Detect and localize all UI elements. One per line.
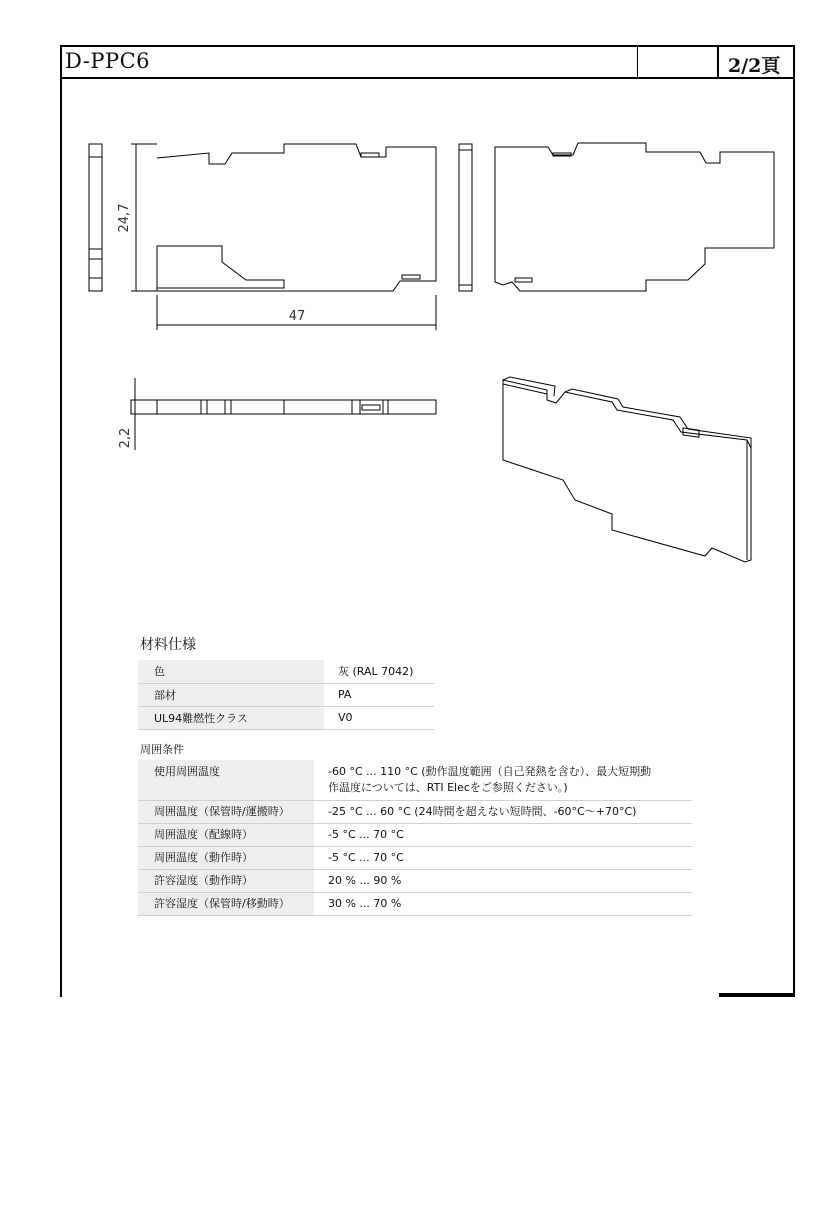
table-row [138, 706, 434, 729]
ambient-conditions-title: 周囲条件 [140, 743, 184, 756]
rear-view [495, 143, 774, 291]
table-row [138, 760, 692, 800]
page-number: 2/2頁 [728, 55, 781, 77]
spec-value: -5 °C ... 70 °C [314, 846, 692, 869]
spec-label: 色 [138, 660, 324, 683]
document-title: D-PPC6 [65, 49, 151, 73]
ambient-conditions-table [138, 760, 692, 916]
table-row [138, 892, 692, 915]
spec-value: V0 [324, 706, 434, 729]
spec-value: 20 % ... 90 % [314, 869, 692, 892]
spec-value-line: -60 °C ... 110 °C (動作温度範囲（自己発熱を含む）、最大短期動 [328, 764, 652, 778]
table-row [138, 823, 692, 846]
spec-value [314, 760, 692, 800]
table-row [138, 846, 692, 869]
dimension-length-label: 47 [288, 309, 306, 324]
dimension-height-label: 24,7 [117, 203, 132, 233]
dimension-thickness-label: 2,2 [118, 427, 133, 449]
side-view-right [459, 144, 472, 291]
spec-label: 許容湿度（動作時） [138, 869, 314, 892]
spec-label: 周囲温度（保管時/運搬時） [138, 800, 314, 823]
material-spec-title: 材料仕様 [140, 637, 196, 653]
spec-label: UL94難燃性クラス [138, 706, 324, 729]
spec-label: 周囲温度（配線時） [138, 823, 314, 846]
side-view-left [89, 144, 102, 291]
spec-value: -5 °C ... 70 °C [314, 823, 692, 846]
front-view [157, 144, 436, 291]
table-row [138, 800, 692, 823]
table-row [138, 869, 692, 892]
spec-label: 部材 [138, 683, 324, 706]
table-row [138, 660, 434, 683]
spec-value: PA [324, 683, 434, 706]
spec-value: -25 °C ... 60 °C (24時間を超えない短時間、-60°C～+70°C) [314, 800, 692, 823]
table-row [138, 683, 434, 706]
spec-label: 許容湿度（保管時/移動時） [138, 892, 314, 915]
spec-value-line: 作温度については、RTI Elecをご参照ください。) [328, 780, 568, 794]
spec-label: 周囲温度（動作時） [138, 846, 314, 869]
spec-label: 使用周囲温度 [138, 760, 314, 800]
material-spec-table [138, 660, 434, 730]
isometric-view [503, 377, 751, 562]
spec-value: 灰 (RAL 7042) [324, 660, 434, 683]
footer-bar [719, 993, 795, 997]
spec-value: 30 % ... 70 % [314, 892, 692, 915]
